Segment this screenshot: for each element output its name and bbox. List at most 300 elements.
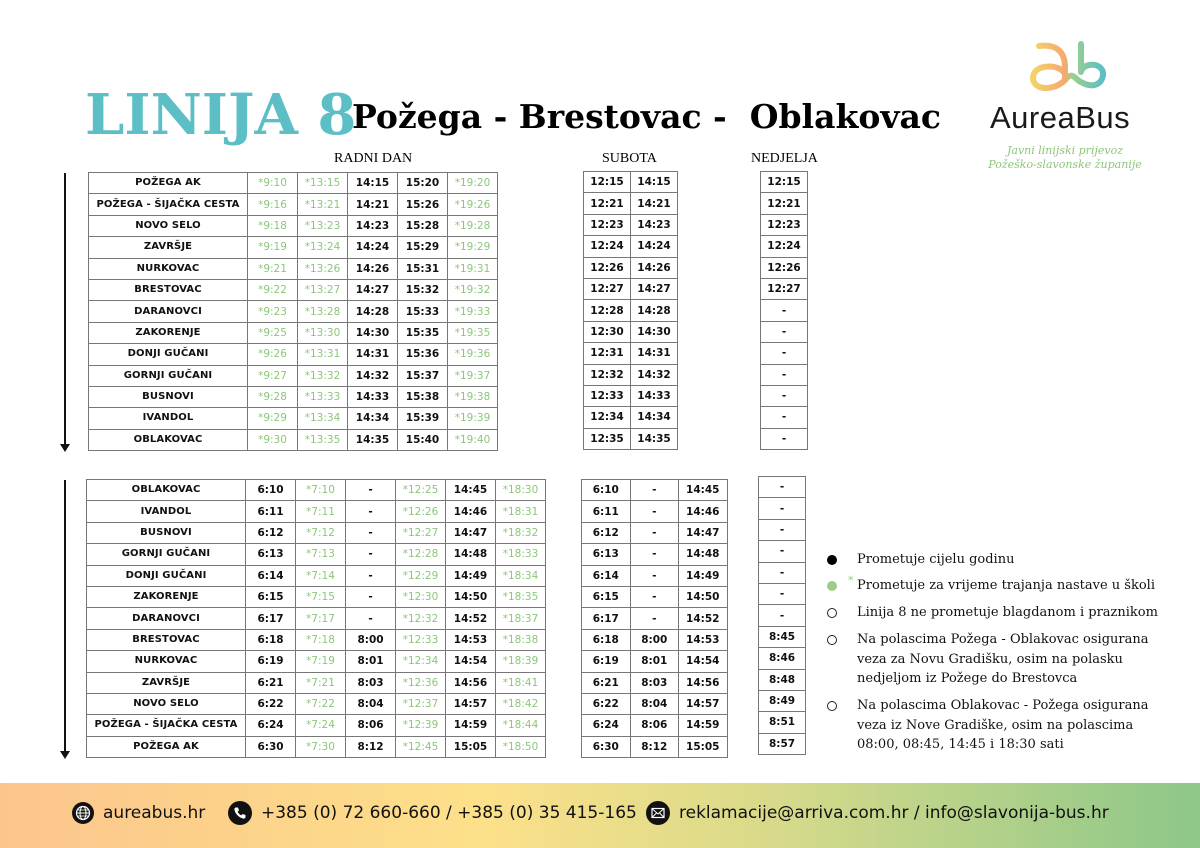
departure-time: 14:23	[631, 214, 678, 235]
table-row	[87, 736, 546, 757]
stop-name: NOVO SELO	[87, 693, 246, 714]
departure-time: 6:14	[246, 565, 296, 586]
weekday-header: RADNI DAN	[334, 151, 413, 166]
departure-time: 12:27	[761, 278, 808, 299]
table-row	[582, 522, 728, 543]
departure-time: *12:45	[396, 736, 446, 757]
table-row	[89, 301, 498, 322]
stop-name: ZAKORENJE	[89, 322, 248, 343]
table-row	[584, 343, 678, 364]
table-row	[582, 565, 728, 586]
stop-name: DARANOVCI	[87, 608, 246, 629]
departure-time: 8:06	[630, 715, 679, 736]
departure-time: 6:17	[246, 608, 296, 629]
departure-time: *18:44	[496, 715, 546, 736]
departure-time: 6:10	[246, 480, 296, 501]
departure-time: *18:38	[496, 629, 546, 650]
departure-time: -	[761, 364, 808, 385]
departure-time: 14:28	[631, 300, 678, 321]
departure-time: *9:27	[248, 365, 298, 386]
stop-name: NURKOVAC	[87, 651, 246, 672]
stop-name: ZAVRŠJE	[87, 672, 246, 693]
stop-name: BRESTOVAC	[89, 279, 248, 300]
stop-name: POŽEGA - ŠIJAČKA CESTA	[87, 715, 246, 736]
departure-time: 12:26	[761, 257, 808, 278]
table-row	[761, 300, 808, 321]
departure-time: 6:21	[582, 672, 631, 693]
table-row	[87, 501, 546, 522]
departure-time: 15:31	[398, 258, 448, 279]
table-row	[759, 733, 806, 754]
sunday-header: NEDJELJA	[751, 151, 818, 166]
departure-time: 14:27	[348, 279, 398, 300]
departure-time: *13:26	[298, 258, 348, 279]
brand-name: AureaBus	[990, 100, 1131, 135]
direction-arrow-down-icon	[64, 173, 66, 450]
departure-time: 8:04	[630, 693, 679, 714]
departure-time: *7:24	[296, 715, 346, 736]
table-row	[584, 278, 678, 299]
departure-time: 14:31	[631, 343, 678, 364]
departure-time: *9:22	[248, 279, 298, 300]
line-number-title: LINIJA 8	[85, 82, 357, 148]
stop-name: ZAKORENJE	[87, 586, 246, 607]
departure-time: *19:29	[448, 237, 498, 258]
departure-time: *13:35	[298, 429, 348, 450]
departure-time: 15:28	[398, 215, 448, 236]
departure-time: 14:26	[348, 258, 398, 279]
departure-time: 12:33	[584, 385, 631, 406]
departure-time: 14:24	[631, 236, 678, 257]
table-row	[584, 364, 678, 385]
departure-time: *13:31	[298, 344, 348, 365]
table-row	[584, 407, 678, 428]
table-row	[761, 236, 808, 257]
departure-time: 14:21	[348, 194, 398, 215]
departure-time: 14:35	[631, 428, 678, 449]
table-row	[89, 215, 498, 236]
departure-time: 14:57	[679, 693, 728, 714]
table-row	[584, 193, 678, 214]
departure-time: *12:29	[396, 565, 446, 586]
departure-time: 12:32	[584, 364, 631, 385]
table-row	[759, 583, 806, 604]
hollow-circle-icon	[827, 608, 837, 618]
departure-time: *13:32	[298, 365, 348, 386]
departure-time: 8:06	[346, 715, 396, 736]
stop-name: NOVO SELO	[89, 215, 248, 236]
table-row	[87, 522, 546, 543]
departure-time: -	[630, 608, 679, 629]
table-row	[761, 343, 808, 364]
table-row	[584, 257, 678, 278]
departure-time: 12:24	[584, 236, 631, 257]
legend-text: Linija 8 ne prometuje blagdanom i praznikom	[857, 605, 1158, 620]
stop-name: DONJI GUČANI	[89, 344, 248, 365]
table-row	[89, 279, 498, 300]
departure-time: *13:27	[298, 279, 348, 300]
departure-time: *13:15	[298, 173, 348, 194]
departure-time: *9:18	[248, 215, 298, 236]
departure-time: 8:49	[759, 690, 806, 711]
departure-time: 12:28	[584, 300, 631, 321]
timetable-direction-2-saturday	[581, 479, 728, 758]
phone-numbers[interactable]	[228, 800, 637, 826]
stop-name: GORNJI GUČANI	[87, 544, 246, 565]
departure-time: 14:35	[348, 429, 398, 450]
departure-time: 12:30	[584, 321, 631, 342]
departure-time: *19:33	[448, 301, 498, 322]
departure-time: 12:27	[584, 278, 631, 299]
departure-time: -	[630, 565, 679, 586]
departure-time: *19:39	[448, 408, 498, 429]
departure-time: -	[759, 605, 806, 626]
departure-time: *18:41	[496, 672, 546, 693]
table-row	[761, 214, 808, 235]
departure-time: *7:14	[296, 565, 346, 586]
departure-time: 14:32	[631, 364, 678, 385]
departure-time: *19:35	[448, 322, 498, 343]
stop-name: OBLAKOVAC	[89, 429, 248, 450]
table-row	[87, 565, 546, 586]
departure-time: *9:26	[248, 344, 298, 365]
departure-time: *18:34	[496, 565, 546, 586]
departure-time: 12:21	[584, 193, 631, 214]
departure-time: 14:34	[631, 407, 678, 428]
table-row	[759, 669, 806, 690]
departure-time: -	[346, 586, 396, 607]
envelope-icon	[646, 801, 670, 825]
stop-name: ZAVRŠJE	[89, 237, 248, 258]
departure-time: -	[761, 343, 808, 364]
departure-time: *12:30	[396, 586, 446, 607]
departure-time: -	[630, 544, 679, 565]
website-text: aureabus.hr	[103, 803, 206, 823]
stop-name: OBLAKOVAC	[87, 480, 246, 501]
departure-time: -	[759, 498, 806, 519]
departure-time: -	[346, 608, 396, 629]
departure-time: 14:28	[348, 301, 398, 322]
departure-time: 6:18	[582, 629, 631, 650]
departure-time: 14:30	[348, 322, 398, 343]
table-row	[584, 172, 678, 193]
stop-name: DARANOVCI	[89, 301, 248, 322]
table-row	[582, 715, 728, 736]
footer-contact-bar	[0, 783, 1200, 848]
departure-time: 14:30	[631, 321, 678, 342]
departure-time: *9:10	[248, 173, 298, 194]
departure-time: 12:31	[584, 343, 631, 364]
departure-time: 14:26	[631, 257, 678, 278]
departure-time: 12:26	[584, 257, 631, 278]
departure-time: 14:33	[348, 386, 398, 407]
stop-name: GORNJI GUČANI	[89, 365, 248, 386]
departure-time: 12:24	[761, 236, 808, 257]
stop-name: BRESTOVAC	[87, 629, 246, 650]
departure-time: 14:56	[679, 672, 728, 693]
departure-time: *13:28	[298, 301, 348, 322]
departure-time: 12:21	[761, 193, 808, 214]
departure-time: *7:11	[296, 501, 346, 522]
stop-name: BUSNOVI	[87, 522, 246, 543]
departure-time: *19:26	[448, 194, 498, 215]
departure-time: -	[759, 519, 806, 540]
departure-time: *12:32	[396, 608, 446, 629]
hollow-circle-icon	[827, 635, 837, 645]
departure-time: *7:10	[296, 480, 346, 501]
table-row	[89, 194, 498, 215]
table-row	[89, 408, 498, 429]
departure-time: 14:34	[348, 408, 398, 429]
hollow-circle-icon	[827, 701, 837, 711]
departure-time: 15:35	[398, 322, 448, 343]
departure-time: 6:30	[246, 736, 296, 757]
departure-time: 14:46	[679, 501, 728, 522]
departure-time: *13:23	[298, 215, 348, 236]
table-row	[584, 321, 678, 342]
timetable-direction-2-sunday	[758, 476, 806, 755]
departure-time: 15:37	[398, 365, 448, 386]
departure-time: *9:30	[248, 429, 298, 450]
departure-time: -	[759, 477, 806, 498]
legend-text: Prometuje za vrijeme trajanja nastave u školi	[857, 578, 1155, 593]
departure-time: -	[630, 501, 679, 522]
table-row	[582, 480, 728, 501]
departure-time: 6:24	[246, 715, 296, 736]
departure-time: 14:54	[446, 651, 496, 672]
departure-time: *12:26	[396, 501, 446, 522]
departure-time: 14:49	[446, 565, 496, 586]
departure-time: 15:40	[398, 429, 448, 450]
departure-time: 15:05	[679, 736, 728, 757]
departure-time: *9:25	[248, 322, 298, 343]
table-row	[761, 428, 808, 449]
departure-time: *12:36	[396, 672, 446, 693]
table-row	[582, 544, 728, 565]
departure-time: *13:33	[298, 386, 348, 407]
departure-time: 8:03	[346, 672, 396, 693]
table-row	[87, 480, 546, 501]
table-row	[89, 429, 498, 450]
departure-time: -	[346, 522, 396, 543]
stop-name: POŽEGA AK	[89, 173, 248, 194]
aureabus-logo-icon	[1025, 38, 1110, 96]
departure-time: *12:25	[396, 480, 446, 501]
departure-time: -	[630, 586, 679, 607]
departure-time: -	[761, 300, 808, 321]
departure-time: *19:32	[448, 279, 498, 300]
departure-time: *7:13	[296, 544, 346, 565]
departure-time: *9:23	[248, 301, 298, 322]
departure-time: *7:30	[296, 736, 346, 757]
star-marker: *	[848, 574, 854, 587]
departure-time: 8:12	[630, 736, 679, 757]
departure-time: 12:15	[761, 172, 808, 193]
departure-time: *18:39	[496, 651, 546, 672]
table-row	[87, 586, 546, 607]
departure-time: *19:38	[448, 386, 498, 407]
departure-time: 15:32	[398, 279, 448, 300]
departure-time: *19:20	[448, 173, 498, 194]
departure-time: 15:38	[398, 386, 448, 407]
brand-tagline	[975, 144, 1155, 172]
departure-time: 14:45	[446, 480, 496, 501]
table-row	[761, 407, 808, 428]
departure-time: *13:34	[298, 408, 348, 429]
departure-time: -	[759, 541, 806, 562]
departure-time: 14:59	[446, 715, 496, 736]
departure-time: 6:24	[582, 715, 631, 736]
departure-time: *18:30	[496, 480, 546, 501]
departure-time: -	[346, 565, 396, 586]
table-row	[584, 300, 678, 321]
departure-time: 8:03	[630, 672, 679, 693]
table-row	[759, 648, 806, 669]
departure-time: *18:42	[496, 693, 546, 714]
route-title: Požega - Brestovac - Oblakovac	[352, 97, 941, 136]
departure-time: 6:30	[582, 736, 631, 757]
departure-time: 12:15	[584, 172, 631, 193]
table-row	[89, 173, 498, 194]
departure-time: -	[759, 562, 806, 583]
departure-time: 6:22	[582, 693, 631, 714]
departure-time: 6:14	[582, 565, 631, 586]
departure-time: 6:12	[246, 522, 296, 543]
departure-time: 12:23	[584, 214, 631, 235]
departure-time: *18:32	[496, 522, 546, 543]
departure-time: *7:15	[296, 586, 346, 607]
departure-time: 12:34	[584, 407, 631, 428]
departure-time: 14:48	[679, 544, 728, 565]
departure-time: 8:00	[630, 629, 679, 650]
departure-time: *12:33	[396, 629, 446, 650]
legend-text: Prometuje cijelu godinu	[857, 552, 1015, 567]
table-row	[759, 498, 806, 519]
table-row	[584, 214, 678, 235]
departure-time: -	[761, 428, 808, 449]
departure-time: -	[630, 480, 679, 501]
departure-time: 6:18	[246, 629, 296, 650]
legend-text: Na polascima Požega - Oblakovac osigurana veza za Novu Gradišku, osim na polasku nedjeljom iz Požege do Brestovca	[857, 632, 1149, 686]
table-row	[87, 693, 546, 714]
departure-time: 15:39	[398, 408, 448, 429]
table-row	[759, 541, 806, 562]
table-row	[761, 385, 808, 406]
departure-time: 14:50	[679, 586, 728, 607]
departure-time: *7:12	[296, 522, 346, 543]
departure-time: 12:23	[761, 214, 808, 235]
departure-time: -	[346, 501, 396, 522]
table-row	[87, 629, 546, 650]
departure-time: 8:12	[346, 736, 396, 757]
website-link[interactable]	[72, 800, 205, 826]
departure-time: *19:36	[448, 344, 498, 365]
departure-time: *12:39	[396, 715, 446, 736]
departure-time: 14:48	[446, 544, 496, 565]
stop-name: IVANDOL	[87, 501, 246, 522]
table-row	[761, 321, 808, 342]
table-row	[89, 258, 498, 279]
departure-time: 6:17	[582, 608, 631, 629]
stop-name: POŽEGA AK	[87, 736, 246, 757]
table-row	[761, 278, 808, 299]
departure-time: *13:24	[298, 237, 348, 258]
departure-time: 15:33	[398, 301, 448, 322]
departure-time: 14:52	[679, 608, 728, 629]
departure-time: 14:23	[348, 215, 398, 236]
table-row	[759, 605, 806, 626]
departure-time: -	[761, 385, 808, 406]
departure-time: *12:27	[396, 522, 446, 543]
stop-name: BUSNOVI	[89, 386, 248, 407]
departure-time: 6:12	[582, 522, 631, 543]
table-row	[759, 690, 806, 711]
departure-time: 6:19	[582, 651, 631, 672]
departure-time: -	[761, 407, 808, 428]
table-row	[582, 736, 728, 757]
departure-time: *18:35	[496, 586, 546, 607]
legend-text: Na polascima Oblakovac - Požega osigurana veza iz Nove Gradiške, osim na polascima 08:00, 08:45, 14:45 i 18:30 sati	[857, 698, 1149, 752]
departure-time: *9:21	[248, 258, 298, 279]
departure-time: 8:01	[630, 651, 679, 672]
black-dot-icon	[827, 555, 837, 565]
table-row	[584, 385, 678, 406]
departure-time: 14:15	[631, 172, 678, 193]
saturday-header: SUBOTA	[602, 151, 657, 166]
email-text: reklamacije@arriva.com.hr / info@slavonija-bus.hr	[679, 803, 1109, 823]
departure-time: 14:15	[348, 173, 398, 194]
departure-time: 6:13	[246, 544, 296, 565]
departure-time: *7:19	[296, 651, 346, 672]
departure-time: 14:21	[631, 193, 678, 214]
departure-time: 6:11	[582, 501, 631, 522]
email-links[interactable]	[646, 800, 1109, 826]
departure-time: 14:53	[446, 629, 496, 650]
table-row	[761, 364, 808, 385]
departure-time: -	[630, 522, 679, 543]
departure-time: 14:24	[348, 237, 398, 258]
departure-time: 6:21	[246, 672, 296, 693]
table-row	[759, 519, 806, 540]
departure-time: 6:13	[582, 544, 631, 565]
departure-time: *18:31	[496, 501, 546, 522]
departure-time: *13:30	[298, 322, 348, 343]
stop-name: IVANDOL	[89, 408, 248, 429]
departure-time: 8:04	[346, 693, 396, 714]
departure-time: 14:49	[679, 565, 728, 586]
table-row	[582, 651, 728, 672]
timetable-direction-2-weekday	[86, 479, 546, 758]
departure-time: 8:01	[346, 651, 396, 672]
departure-time: -	[346, 480, 396, 501]
departure-time: 14:27	[631, 278, 678, 299]
table-row	[87, 651, 546, 672]
departure-time: 14:52	[446, 608, 496, 629]
departure-time: 14:59	[679, 715, 728, 736]
departure-time: 6:10	[582, 480, 631, 501]
departure-time: 14:47	[679, 522, 728, 543]
departure-time: *12:37	[396, 693, 446, 714]
table-row	[759, 712, 806, 733]
timetable-direction-1-sunday	[760, 171, 808, 450]
departure-time: *12:34	[396, 651, 446, 672]
table-row	[582, 608, 728, 629]
departure-time: *9:28	[248, 386, 298, 407]
departure-time: -	[346, 544, 396, 565]
departure-time: 14:54	[679, 651, 728, 672]
table-row	[759, 477, 806, 498]
departure-time: 14:33	[631, 385, 678, 406]
